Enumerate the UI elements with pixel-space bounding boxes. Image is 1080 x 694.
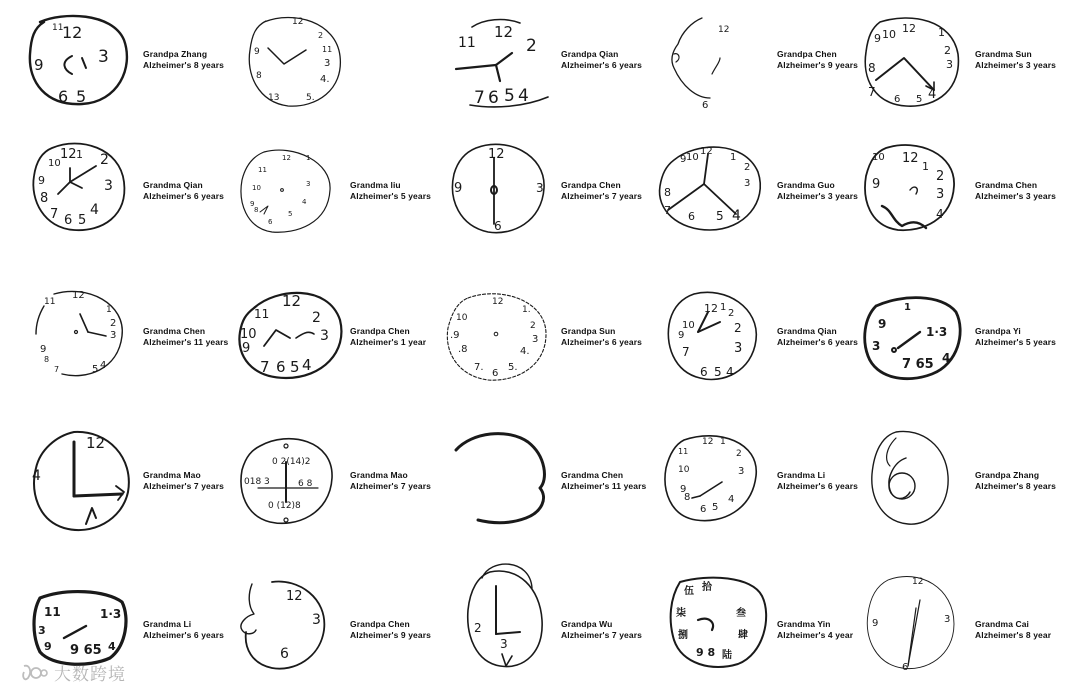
caption-name: Grandma Mao	[350, 470, 408, 480]
svg-text:1: 1	[938, 26, 945, 39]
svg-text:7.: 7.	[474, 362, 484, 373]
caption-years: Alzheimer's 3 years	[975, 60, 1056, 70]
svg-text:3: 3	[944, 614, 951, 625]
caption	[777, 619, 853, 641]
svg-text:9 8: 9 8	[696, 646, 716, 659]
svg-text:1: 1	[306, 154, 311, 162]
svg-text:9: 9	[678, 330, 685, 341]
clock-drawing	[238, 146, 338, 236]
svg-text:柒: 柒	[676, 608, 686, 619]
svg-text:9: 9	[872, 618, 879, 629]
clock-drawing	[866, 428, 956, 528]
svg-text:9: 9	[250, 200, 255, 208]
svg-text:3: 3	[98, 47, 109, 67]
caption-years: Alzheimer's 7 years	[561, 191, 642, 201]
caption	[143, 326, 228, 348]
svg-text:8: 8	[44, 355, 50, 364]
svg-text:1.: 1.	[522, 305, 531, 315]
svg-text:4: 4	[518, 86, 529, 106]
caption-years: Alzheimer's 3 years	[975, 191, 1056, 201]
svg-text:12: 12	[72, 290, 85, 301]
svg-text:9: 9	[872, 177, 881, 192]
svg-text:4: 4	[302, 198, 307, 206]
caption	[975, 49, 1056, 71]
svg-text:2: 2	[312, 310, 321, 326]
clock-drawing	[30, 428, 140, 538]
caption-name: Grandma Guo	[777, 180, 835, 190]
svg-text:12: 12	[902, 151, 919, 166]
caption	[561, 619, 642, 641]
svg-text:4: 4	[90, 202, 99, 218]
svg-text:4: 4	[100, 360, 107, 371]
svg-text:3: 3	[324, 58, 331, 69]
clock-drawing	[452, 428, 552, 528]
svg-text:0 2(14)2: 0 2(14)2	[272, 457, 311, 467]
svg-text:4.: 4.	[520, 346, 530, 357]
caption-name: Grandma liu	[350, 180, 401, 190]
clock-drawing	[232, 576, 332, 672]
caption	[561, 470, 646, 492]
svg-text:2: 2	[474, 621, 482, 635]
svg-text:4: 4	[936, 207, 944, 221]
svg-text:7: 7	[664, 204, 671, 217]
svg-text:10: 10	[48, 158, 61, 169]
caption-years: Alzheimer's 7 years	[561, 630, 642, 640]
caption-years: Alzheimer's 6 years	[561, 337, 642, 347]
svg-text:6: 6	[894, 94, 901, 105]
svg-text:5: 5	[916, 94, 923, 105]
caption-name: Grandma Qian	[777, 326, 837, 336]
svg-text:5: 5	[288, 210, 293, 218]
caption-name: Grandpa Zhang	[975, 470, 1040, 480]
svg-text:12: 12	[700, 146, 713, 157]
svg-text:1: 1	[106, 305, 112, 315]
svg-text:5: 5	[78, 213, 87, 228]
svg-text:12: 12	[86, 434, 106, 452]
svg-text:9: 9	[40, 344, 47, 355]
svg-text:1·3: 1·3	[926, 325, 948, 339]
svg-text:5: 5	[504, 86, 515, 106]
svg-text:6: 6	[494, 219, 502, 233]
svg-text:9: 9	[874, 32, 881, 45]
svg-text:6: 6	[488, 88, 499, 108]
watermark	[20, 660, 126, 685]
clock-drawing	[862, 14, 962, 110]
brand-logo-icon	[20, 662, 48, 684]
svg-text:捌: 捌	[678, 630, 688, 641]
svg-text:6: 6	[700, 504, 707, 515]
caption	[350, 619, 431, 641]
svg-text:1: 1	[730, 152, 737, 163]
svg-text:1·3: 1·3	[100, 607, 122, 621]
clock-drawing	[460, 558, 550, 674]
svg-text:2: 2	[936, 169, 945, 184]
clock-drawing	[238, 432, 338, 528]
caption-years: Alzheimer's 6 years	[561, 60, 642, 70]
caption	[975, 619, 1051, 641]
svg-text:2: 2	[110, 318, 117, 329]
svg-text:5: 5	[712, 502, 719, 513]
caption-name: Grandpa Wu	[561, 619, 613, 629]
svg-text:9: 9	[878, 317, 887, 331]
caption-name: Grandpa Sun	[561, 326, 616, 336]
svg-text:3: 3	[320, 328, 329, 344]
svg-text:7: 7	[682, 345, 690, 359]
svg-text:3: 3	[536, 181, 544, 195]
svg-text:6: 6	[688, 210, 695, 223]
svg-text:12: 12	[494, 23, 514, 41]
svg-text:12: 12	[704, 302, 718, 315]
svg-text:10: 10	[240, 327, 257, 342]
caption	[561, 180, 642, 202]
svg-text:叁: 叁	[736, 608, 746, 619]
svg-text:2: 2	[944, 44, 951, 57]
svg-text:10: 10	[686, 152, 699, 163]
svg-text:3: 3	[872, 339, 881, 353]
clock-drawing	[862, 140, 962, 236]
caption	[143, 619, 224, 641]
svg-text:3: 3	[110, 330, 117, 341]
caption-name: Grandma Chen	[143, 326, 206, 336]
caption-name: Grandpa Yi	[975, 326, 1021, 336]
caption-years: Alzheimer's 8 year	[975, 630, 1052, 640]
svg-text:1: 1	[922, 160, 929, 173]
caption-name: Grandpa Chen	[777, 49, 837, 59]
caption	[777, 49, 858, 71]
caption-name: Grandma Chen	[561, 470, 624, 480]
svg-text:2: 2	[530, 321, 536, 331]
svg-text:陆: 陆	[722, 650, 732, 661]
svg-text:2: 2	[526, 36, 537, 56]
svg-text:3: 3	[532, 334, 539, 345]
caption-name: Grandpa Zhang	[143, 49, 208, 59]
svg-text:6: 6	[268, 218, 273, 226]
svg-text:11: 11	[322, 45, 333, 54]
svg-text:9: 9	[254, 47, 260, 57]
caption	[975, 180, 1056, 202]
svg-text:9: 9	[34, 56, 44, 74]
svg-text:7 65: 7 65	[902, 357, 934, 372]
caption-years: Alzheimer's 8 years	[143, 60, 224, 70]
svg-text:8: 8	[664, 186, 671, 199]
svg-text:7: 7	[260, 358, 270, 376]
caption-name: Grandma Mao	[143, 470, 201, 480]
svg-text:10: 10	[678, 465, 690, 475]
caption	[143, 180, 224, 202]
caption-name: Grandma Chen	[975, 180, 1038, 190]
svg-text:4: 4	[928, 87, 937, 102]
svg-text:9: 9	[680, 484, 687, 495]
caption-years: Alzheimer's 5 years	[350, 191, 431, 201]
svg-text:10: 10	[252, 184, 261, 192]
svg-text:3: 3	[946, 58, 953, 71]
svg-text:9: 9	[242, 341, 251, 356]
svg-text:10: 10	[682, 320, 695, 331]
svg-text:5: 5	[76, 87, 87, 106]
svg-text:2: 2	[100, 152, 109, 168]
svg-text:2: 2	[744, 162, 751, 173]
caption-years: Alzheimer's 8 years	[975, 481, 1056, 491]
svg-text:10: 10	[456, 313, 468, 323]
svg-text:12: 12	[492, 297, 504, 307]
svg-text:1: 1	[76, 148, 83, 161]
svg-text:12: 12	[62, 23, 83, 42]
clock-drawing	[244, 12, 344, 108]
svg-text:6 8: 6 8	[298, 479, 313, 489]
clock-drawing	[668, 576, 768, 672]
svg-text:3: 3	[38, 624, 46, 637]
svg-text:9: 9	[44, 640, 52, 653]
clock-drawing	[662, 432, 762, 524]
clock-drawing	[454, 15, 554, 111]
svg-text:12: 12	[286, 589, 303, 604]
clock-drawing	[30, 138, 130, 234]
caption-years: Alzheimer's 6 years	[143, 191, 224, 201]
svg-text:11: 11	[458, 35, 476, 51]
clock-drawing	[656, 140, 766, 236]
svg-text:4: 4	[108, 640, 116, 653]
svg-text:1: 1	[720, 437, 726, 447]
svg-text:12: 12	[282, 292, 302, 310]
clock-drawing	[30, 588, 130, 668]
clock-drawing	[862, 292, 962, 382]
svg-text:3: 3	[744, 178, 751, 189]
svg-text:6: 6	[280, 646, 289, 662]
svg-text:5.: 5.	[508, 362, 518, 373]
svg-text:11: 11	[254, 307, 270, 321]
svg-text:2: 2	[318, 31, 324, 40]
caption	[975, 326, 1056, 348]
caption-years: Alzheimer's 6 years	[777, 337, 858, 347]
svg-text:11: 11	[44, 605, 61, 619]
svg-text:9: 9	[454, 181, 463, 196]
svg-text:3: 3	[104, 178, 113, 194]
svg-text:12: 12	[702, 437, 714, 447]
caption-years: Alzheimer's 11 years	[561, 481, 647, 491]
svg-text:6: 6	[492, 368, 499, 379]
svg-text:3: 3	[500, 637, 508, 651]
svg-text:7: 7	[868, 85, 876, 99]
caption	[350, 326, 426, 348]
svg-text:6: 6	[700, 365, 708, 379]
svg-text:13: 13	[268, 93, 280, 103]
svg-text:12: 12	[912, 577, 924, 587]
caption-name: Grandma Li	[777, 470, 826, 480]
caption	[777, 180, 858, 202]
svg-text:4: 4	[728, 494, 735, 505]
caption-name: Grandpa Chen	[561, 180, 621, 190]
svg-text:6: 6	[58, 87, 69, 106]
caption-name: Grandma Sun	[975, 49, 1032, 59]
caption	[143, 49, 224, 71]
svg-text:018 3: 018 3	[244, 477, 270, 487]
caption-years: Alzheimer's 11 years	[143, 337, 229, 347]
svg-text:5: 5	[92, 364, 99, 375]
clock-drawing	[664, 288, 764, 384]
svg-text:伍: 伍	[684, 586, 694, 597]
svg-text:4.: 4.	[320, 74, 330, 85]
svg-text:3: 3	[734, 341, 743, 356]
svg-text:2: 2	[736, 449, 742, 459]
svg-text:10: 10	[872, 152, 885, 163]
svg-text:4: 4	[942, 351, 951, 365]
svg-text:8: 8	[256, 71, 262, 81]
watermark-text: 大数跨境	[54, 665, 126, 685]
caption	[143, 470, 224, 492]
svg-text:2: 2	[734, 321, 742, 335]
svg-text:11: 11	[52, 23, 64, 33]
caption-years: Alzheimer's 7 years	[350, 481, 431, 491]
svg-text:5: 5	[290, 358, 300, 376]
caption	[350, 470, 431, 492]
caption-years: Alzheimer's 9 years	[777, 60, 858, 70]
caption-name: Grandpa Chen	[350, 619, 410, 629]
caption-name: Grandpa Qian	[561, 49, 619, 59]
clock-drawing	[22, 10, 132, 110]
clock-drawing	[862, 566, 962, 674]
svg-text:.9: .9	[450, 330, 460, 341]
svg-text:5: 5	[714, 365, 722, 379]
svg-text:12: 12	[718, 25, 730, 35]
svg-text:4: 4	[32, 468, 41, 484]
svg-text:拾: 拾	[702, 582, 712, 593]
caption-name: Grandma Cai	[975, 619, 1030, 629]
svg-text:12: 12	[488, 147, 505, 162]
svg-text:2: 2	[728, 308, 735, 319]
caption	[777, 326, 858, 348]
svg-text:9: 9	[680, 154, 687, 165]
svg-text:8: 8	[868, 61, 876, 75]
svg-text:3: 3	[738, 466, 745, 477]
caption-name: Grandma Li	[143, 619, 192, 629]
caption	[975, 470, 1056, 492]
svg-text:7: 7	[474, 88, 485, 108]
caption-years: Alzheimer's 6 years	[143, 630, 224, 640]
clock-drawing	[236, 286, 346, 382]
svg-text:6: 6	[702, 100, 709, 111]
caption	[561, 49, 642, 71]
svg-text:9 65: 9 65	[70, 643, 102, 658]
svg-text:12: 12	[60, 147, 77, 162]
svg-text:3: 3	[312, 612, 321, 628]
svg-text:4: 4	[302, 356, 312, 374]
caption-years: Alzheimer's 3 years	[777, 191, 858, 201]
caption	[350, 180, 431, 202]
caption-name: Grandma Yin	[777, 619, 831, 629]
svg-text:10: 10	[882, 28, 896, 41]
svg-text:8: 8	[254, 206, 259, 214]
caption-years: Alzheimer's 9 years	[350, 630, 431, 640]
svg-text:11: 11	[44, 297, 56, 307]
caption	[777, 470, 858, 492]
caption-years: Alzheimer's 4 year	[777, 630, 854, 640]
svg-text:8: 8	[40, 191, 49, 206]
caption	[561, 326, 642, 348]
svg-text:0 (12)8: 0 (12)8	[268, 501, 301, 511]
svg-text:1: 1	[904, 302, 911, 313]
svg-text:12: 12	[292, 17, 304, 27]
svg-text:5: 5	[716, 209, 724, 223]
clock-drawing	[662, 14, 762, 110]
svg-text:肆: 肆	[738, 630, 748, 641]
svg-text:6: 6	[64, 213, 73, 228]
clock-drawing	[444, 290, 550, 382]
svg-text:1: 1	[720, 302, 727, 313]
svg-text:6: 6	[902, 662, 909, 673]
svg-text:12: 12	[282, 154, 291, 162]
svg-text:3: 3	[936, 187, 945, 202]
clock-drawing	[30, 286, 130, 382]
svg-text:4: 4	[726, 365, 734, 379]
caption-years: Alzheimer's 5 years	[975, 337, 1056, 347]
svg-text:7: 7	[50, 207, 59, 222]
svg-text:5.: 5.	[306, 93, 315, 103]
svg-text:7: 7	[54, 365, 60, 374]
caption-years: Alzheimer's 6 years	[777, 481, 858, 491]
svg-text:12: 12	[902, 22, 916, 35]
svg-text:9: 9	[38, 174, 45, 187]
caption-name: Grandma Qian	[143, 180, 203, 190]
caption-years: Alzheimer's 1 year	[350, 337, 427, 347]
svg-text:.8: .8	[458, 344, 468, 355]
caption-years: Alzheimer's 7 years	[143, 481, 224, 491]
svg-text:6: 6	[276, 358, 286, 376]
svg-text:3: 3	[306, 180, 311, 188]
svg-text:11: 11	[678, 447, 689, 456]
caption-name: Grandpa Chen	[350, 326, 410, 336]
clock-drawing	[450, 140, 550, 236]
svg-text:4: 4	[732, 208, 741, 224]
svg-text:11: 11	[258, 166, 267, 174]
svg-text:8: 8	[684, 492, 691, 503]
